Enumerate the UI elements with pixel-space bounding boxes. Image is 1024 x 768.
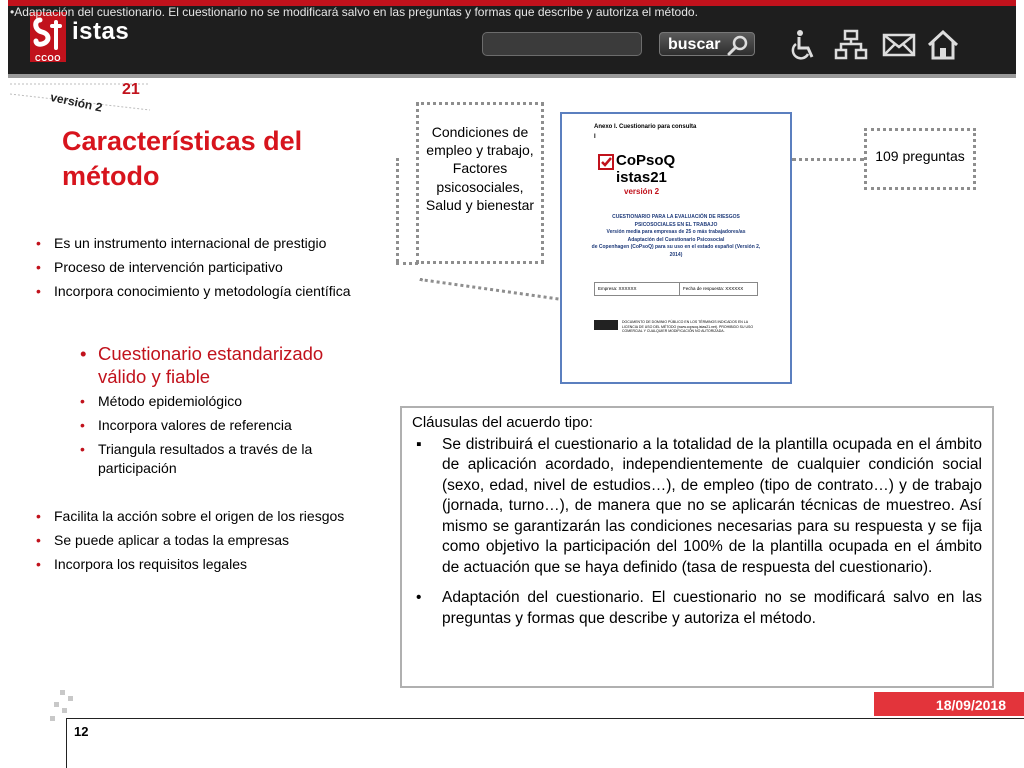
clause-box [400, 406, 994, 688]
cc-license-icon [594, 320, 618, 330]
callout-conditions [416, 102, 544, 264]
check-icon [598, 154, 614, 170]
date-bar [874, 692, 1024, 716]
home-icon[interactable] [926, 28, 960, 62]
clause-text: Se distribuirá el cuestionario a la totalidad de la plantilla ocupada en el ámbito de aplicación acordado, independientemente de cualquier condición social (sexo, edad, nivel de estudios…), de empleo (tipo de contrato…) y de trabajo (jornada, turno…), de manera que no se aplicarán técnicas de muestreo. Así mismo se garantizarán las condiciones necesarias para su respuesta y se fija como objetivo la participación del 100% de la plantilla ocupada en el ámbito de actuación que se haya definido (tasa de respuesta del cuestionario). [442, 436, 982, 576]
list-item-highlight: • Cuestionario estandarizado válido y fiable [80, 342, 360, 388]
bullet-list-b [80, 392, 360, 483]
bullet-list-c [36, 507, 356, 579]
bullet-list-highlight [80, 342, 360, 394]
list-item: • Incorpora los requisitos legales [36, 555, 356, 574]
doc-header: Anexo I. Cuestionario para consulta [594, 124, 697, 130]
clause-heading: Cláusulas del acuerdo tipo: [412, 414, 593, 431]
clause-text: Adaptación del cuestionario. El cuestionario no se modificará salvo en las preguntas y formas que describe y autoriza el método. [442, 589, 982, 627]
list-item: • Es un instrumento internacional de prestigio [36, 234, 356, 253]
doc-field-date: Fecha de respuesta: XXXXXX [679, 283, 743, 295]
callout-conditions-text: Condiciones de empleo y trabajo, Factores psicosociales, Salud y bienestar [425, 124, 535, 213]
strip-fragment: 21 [122, 81, 140, 98]
list-item: • Método epidemiológico [80, 392, 360, 411]
doc-field-company: Empresa: XXXXXX [598, 286, 637, 291]
doc-body [586, 214, 766, 259]
list-item: • Facilita la acción sobre el origen de los riesgos [36, 507, 356, 526]
doc-line: 2014) [669, 251, 683, 258]
connector-line [420, 278, 559, 300]
magnifier-icon [726, 34, 750, 61]
doc-line: PSICOSOCIALES EN EL TRABAJO [634, 221, 718, 228]
list-item: • Proceso de intervención participativo [36, 258, 356, 277]
search-input[interactable] [482, 32, 642, 56]
sitemap-icon[interactable] [834, 28, 868, 62]
license-block [594, 320, 758, 340]
logo-line-1: CoPsoQ [616, 152, 676, 169]
square-bullet-icon: ▪ [416, 436, 422, 453]
connector-line [396, 262, 418, 265]
callout-questions [864, 128, 976, 190]
footer-divider [66, 718, 1024, 719]
connector-line [396, 158, 399, 262]
doc-line: de Copenhagen (CoPsoQ) para su uso en el estado español (Versión 2, [591, 244, 761, 250]
callout-questions-text: 109 preguntas [875, 148, 965, 164]
date-label: 18/09/2018 [935, 697, 1006, 713]
doc-line: CUESTIONARIO PARA LA EVALUACIÓN DE RIESGOS [612, 214, 740, 220]
questionnaire-thumbnail [560, 112, 792, 384]
brand-name[interactable]: istas [72, 18, 130, 45]
overlay-note: •Adaptación del cuestionario. El cuestionario no se modificará salvo en las preguntas y formas que describe y autoriza el método. [10, 5, 698, 19]
doc-line: Adaptación del Cuestionario Psicosocial [627, 236, 725, 243]
logo-line-3: versión 2 [624, 187, 660, 196]
logo-subtitle: CCOO [35, 54, 61, 63]
footer-divider-vertical [66, 718, 67, 768]
round-bullet-icon: • [416, 589, 422, 607]
logo-line-2: istas21 [616, 169, 667, 186]
accessibility-icon[interactable] [786, 28, 820, 62]
search-button[interactable] [659, 32, 755, 56]
page-number: 12 [74, 724, 89, 739]
mail-icon[interactable] [882, 28, 916, 62]
list-item: • Incorpora conocimiento y metodología científica [36, 282, 356, 301]
doc-marker: I [594, 134, 596, 140]
page-title: Características del método [62, 126, 303, 191]
copsoq-logo [598, 152, 698, 200]
list-item: • Incorpora valores de referencia [80, 416, 360, 435]
list-item: • Triangula resultados a través de la participación [80, 440, 360, 478]
license-text: DOCUMENTO DE DOMINIO PÚBLICO EN LOS TÉRMINOS INDICADOS EN LA LICENCIA DE USO DEL MÉTODO (www.copsoq.istas21.net). PROHIBIDO SU USO COMERCIAL Y CUALQUIER MODIFICACIÓN NO AUTORIZADA. [622, 320, 754, 334]
search-button-label: buscar [668, 36, 721, 53]
connector-line [792, 158, 864, 161]
doc-field-row [594, 282, 758, 296]
bullet-list-a [36, 234, 356, 306]
clause-item [412, 435, 982, 578]
version-label: versión 2 [49, 90, 104, 115]
list-item: • Se puede aplicar a todas la empresas [36, 531, 356, 550]
clause-item [412, 588, 982, 629]
doc-line: Versión media para empresas de 25 o más trabajadores/as [606, 229, 746, 235]
